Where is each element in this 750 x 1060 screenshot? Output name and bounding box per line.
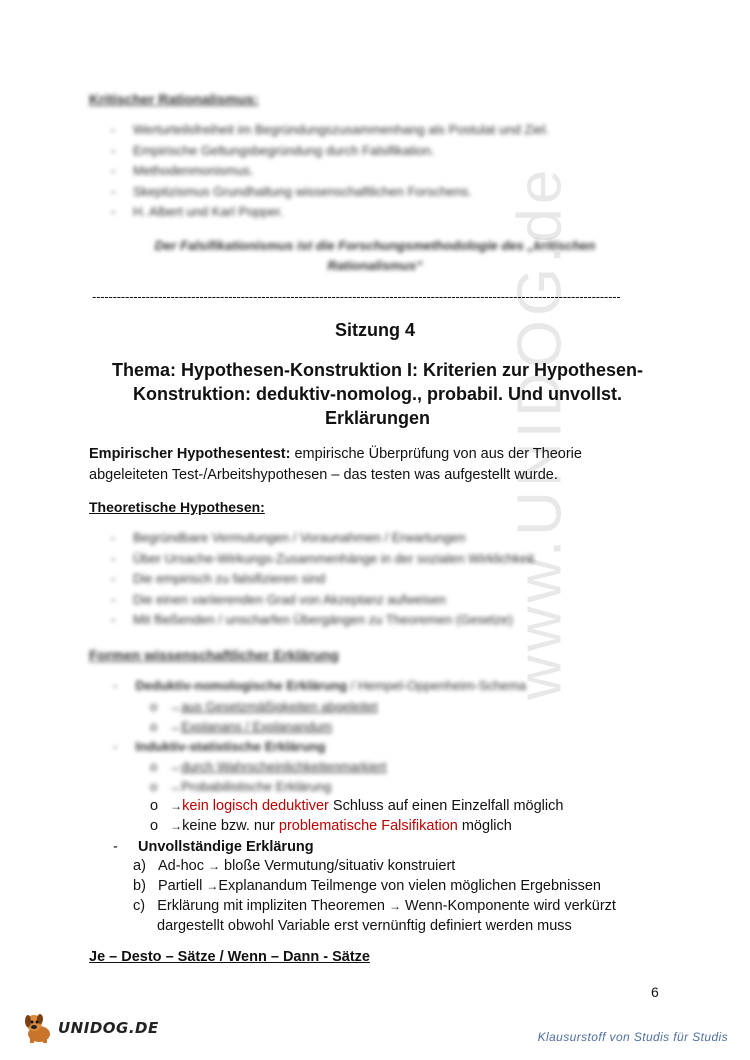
empirical-test-label: Empirischer Hypothesentest: xyxy=(89,446,291,462)
footer-slogan: Klausurstoff von Studis für Studis xyxy=(537,1030,728,1044)
list-item: - Über Ursache-Wirkungs-Zusammenhänge in der sozialen Wirklichkeit xyxy=(111,550,534,566)
dn-sub-item-2: o →Explanans / Explanandum xyxy=(150,719,333,734)
critical-rationalism-list xyxy=(111,120,549,223)
dn-sub-item-1: o →aus Gesetzmäßigkeiten abgeleitet xyxy=(150,699,378,714)
session-title: Sitzung 4 xyxy=(335,320,415,340)
incomplete-item-c: c) Erklärung mit impliziten Theoremen → Wenn-Komponente wird verkürzt xyxy=(133,898,616,914)
empirical-test-paragraph xyxy=(89,444,649,486)
topic-title: Thema: Hypothesen-Konstruktion I: Kriterien zur Hypothesen-Konstruktion: deduktiv-nomolog., probabil. Und unvollst. Erklärungen xyxy=(111,360,644,428)
list-item: - H. Albert und Karl Popper. xyxy=(111,204,284,219)
arrow-right-icon: → xyxy=(170,819,183,833)
explanation-forms-heading: Formen wissenschaftlicher Erklärung xyxy=(89,647,339,663)
list-item: - Werturteilsfreiheit im Begründungszusammenhang als Postulat und Ziel. xyxy=(111,122,549,137)
unidog-logo[interactable] xyxy=(22,1012,159,1044)
list-item: - Die einen variierenden Grad von Akzeptanz aufweisen xyxy=(111,591,446,607)
is-sub-item-2: o →Probabilistische Erklärung xyxy=(150,779,332,794)
list-item: - Empirische Geltungsbegründung durch Falsifikation. xyxy=(111,142,435,158)
arrow-right-icon: → xyxy=(207,859,220,873)
falsification-note: Der Falsifikationismus ist die Forschungsmethodologie des „kritischen Rationalismus“ xyxy=(154,238,596,273)
incomplete-item-c-continuation: dargestellt obwohl Variable erst vernünftig definiert werden muss xyxy=(157,918,572,934)
arrow-right-icon: → xyxy=(170,799,183,813)
theoretical-hypotheses-list xyxy=(111,528,534,631)
empirical-test-text: empirische Überprüfung von aus der Theorie abgeleiteten Test-/Arbeitshypothesen – das testen was aufgestellt wurde. xyxy=(89,446,582,483)
dog-mascot-icon xyxy=(22,1012,56,1044)
je-desto-heading: Je – Desto – Sätze / Wenn – Dann - Sätze xyxy=(89,949,370,965)
logo-text: UNIDOG.DE xyxy=(58,1019,159,1037)
incomplete-explanation-item: - Unvollständige Erklärung xyxy=(113,839,314,855)
list-item: - Methodenmonismus. xyxy=(111,163,254,178)
theoretical-hypotheses-heading: Theoretische Hypothesen: xyxy=(89,499,265,515)
critical-rationalism-heading: Kritischer Rationalismus: xyxy=(89,91,259,107)
is-sub-item-4: o →keine bzw. nur problematische Falsifikation möglich xyxy=(150,818,512,834)
is-sub-item-3: o →kein logisch deduktiver Schluss auf einen Einzelfall möglich xyxy=(150,798,564,814)
page-number: 6 xyxy=(651,984,659,1000)
arrow-right-icon: → xyxy=(206,879,219,893)
incomplete-item-a: a) Ad-hoc → bloße Vermutung/situativ konstruiert xyxy=(133,858,456,874)
arrow-right-icon: → xyxy=(389,899,402,913)
list-item: - Mit fließenden / unscharfen Übergängen zu Theoremen (Gesetze) xyxy=(111,612,513,627)
incomplete-item-b: b) Partiell →Explanandum Teilmenge von vielen möglichen Ergebnissen xyxy=(133,878,601,894)
list-item: - Die empirisch zu falsifizieren sind xyxy=(111,571,326,586)
separator-line: -------------------------------------------------------------------------------------------------------------------------------- xyxy=(92,290,621,304)
dn-explanation-item: - Deduktiv-nomologische Erklärung / Hempel-Oppenheim-Schema xyxy=(113,678,527,693)
list-item: - Skeptizismus Grundhaltung wissenschaftlichen Forschens. xyxy=(111,183,472,199)
watermark: www.UNIDOG.de xyxy=(505,165,575,700)
is-sub-item-1: o →durch Wahrscheinlichkeitenmarkiert xyxy=(150,759,387,774)
list-item: - Begründbare Vermutungen / Voraunahmen / Erwartungen xyxy=(111,530,466,545)
is-explanation-item: - Induktiv-statistische Erklärung xyxy=(113,739,326,754)
